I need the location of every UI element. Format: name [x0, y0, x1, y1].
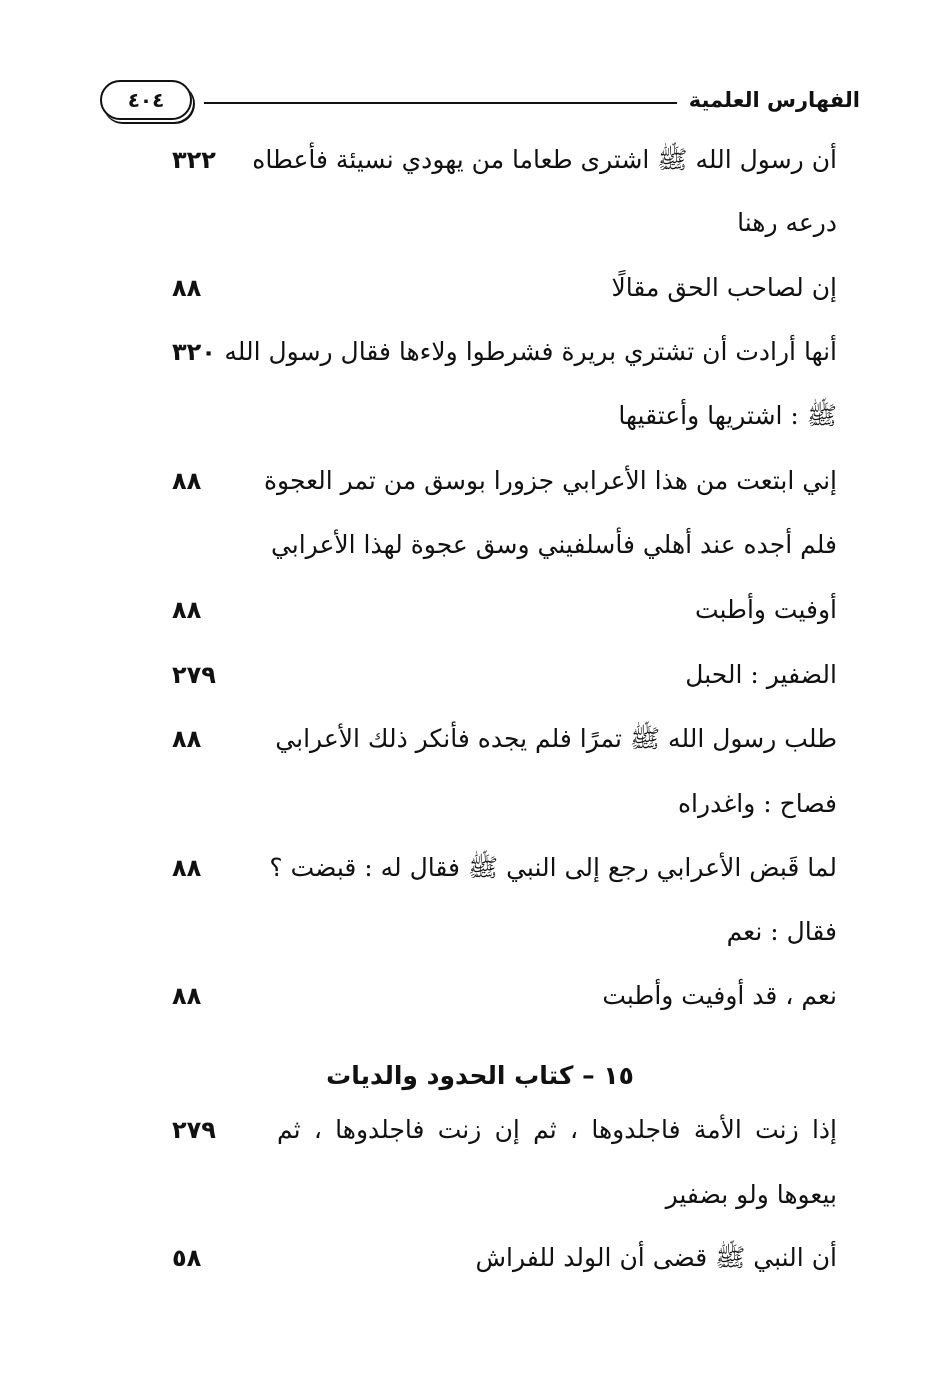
- page-ref: ٨٨: [172, 725, 202, 753]
- entry-line: إذا زنت الأمة فاجلدوها ، ثم إن زنت فاجلدوها ، ثم: [277, 1115, 837, 1144]
- entry-line: درعه رهنا: [737, 208, 837, 237]
- entry-line: إن لصاحب الحق مقالًا: [611, 273, 837, 302]
- entry-line: فقال : نعم: [726, 917, 837, 946]
- page-ref: ٨٨: [172, 274, 202, 302]
- entry-line: بيعوها ولو بضفير: [665, 1180, 837, 1209]
- entry-line: الضفير : الحبل: [685, 660, 837, 689]
- entry-line: نعم ، قد أوفيت وأطبت: [602, 981, 837, 1010]
- entry-line: أن رسول الله ﷺ اشترى طعاما من يهودي نسيئة فأعطاه: [252, 145, 837, 174]
- entry-line: أنها أرادت أن تشتري بريرة فشرطوا ولاءها فقال رسول الله: [224, 337, 837, 366]
- page-number-badge: ٤٠٤: [100, 80, 192, 120]
- entry-line: فصاح : واغدراه: [677, 789, 837, 818]
- page-ref: ٥٨: [172, 1244, 202, 1272]
- page-ref: ٣٢٢: [172, 146, 216, 174]
- running-title: الفهارس العلمية: [688, 88, 860, 112]
- page-ref: ٨٨: [172, 596, 202, 624]
- entry-line: أوفيت وأطبت: [694, 595, 837, 624]
- entry-line: فلم أجده عند أهلي فأسلفيني وسق عجوة لهذا الأعرابي: [270, 530, 837, 559]
- page-ref: ٨٨: [172, 854, 202, 882]
- page-ref: ٨٨: [172, 467, 202, 495]
- page-ref: ٢٧٩: [172, 661, 216, 689]
- section-heading: ١٥ – كتاب الحدود والديات: [326, 1061, 634, 1090]
- entry-line: لما قَبض الأعرابي رجع إلى النبي ﷺ فقال له : قبضت ؟: [269, 853, 837, 882]
- header-rule: [204, 102, 677, 104]
- entry-line: أن النبي ﷺ قضى أن الولد للفراش: [475, 1243, 837, 1272]
- page-ref: ٨٨: [172, 982, 202, 1010]
- page-ref: ٢٧٩: [172, 1116, 216, 1144]
- page-header: [100, 78, 860, 122]
- entry-line: طلب رسول الله ﷺ تمرًا فلم يجده فأنكر ذلك الأعرابي: [275, 724, 837, 753]
- entry-line: إني ابتعت من هذا الأعرابي جزورا بوسق من تمر العجوة: [263, 466, 837, 495]
- page-ref: ٣٢٠: [172, 338, 216, 366]
- entry-line: ﷺ : اشتريها وأعتقيها: [618, 401, 837, 430]
